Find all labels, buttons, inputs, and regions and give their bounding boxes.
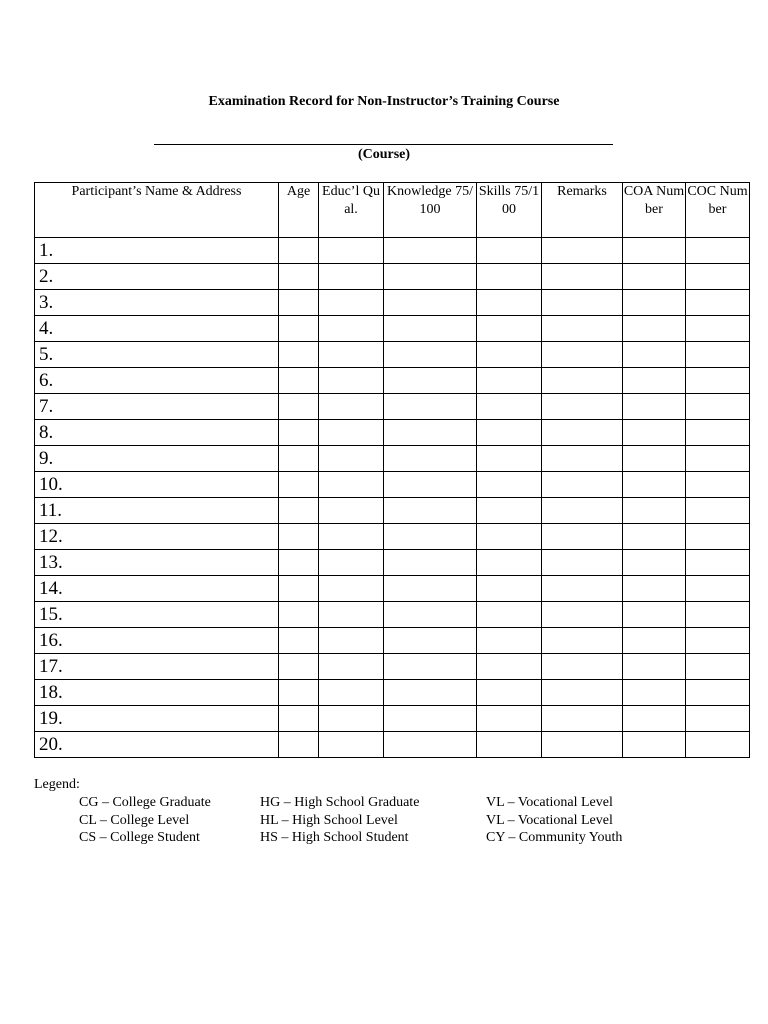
- table-cell[interactable]: [686, 316, 750, 342]
- table-cell[interactable]: [279, 680, 319, 706]
- table-cell[interactable]: [542, 238, 623, 264]
- table-cell[interactable]: [623, 264, 686, 290]
- table-cell[interactable]: [279, 342, 319, 368]
- legend-column-highschool: [260, 794, 419, 847]
- header-coa-number: COA Number: [623, 183, 686, 238]
- table-cell[interactable]: [279, 394, 319, 420]
- table-cell[interactable]: [477, 290, 542, 316]
- row-number[interactable]: 20.: [35, 732, 279, 758]
- table-row: [35, 706, 750, 732]
- table-cell[interactable]: [384, 238, 477, 264]
- table-cell[interactable]: [319, 498, 384, 524]
- table-cell[interactable]: [384, 524, 477, 550]
- table-cell[interactable]: [477, 264, 542, 290]
- table-cell[interactable]: [279, 602, 319, 628]
- table-cell[interactable]: [542, 316, 623, 342]
- table-row: [35, 420, 750, 446]
- table-cell[interactable]: [477, 238, 542, 264]
- table-row: [35, 602, 750, 628]
- table-cell[interactable]: [542, 706, 623, 732]
- table-row: [35, 264, 750, 290]
- table-cell[interactable]: [319, 368, 384, 394]
- table-cell[interactable]: [384, 706, 477, 732]
- table-cell[interactable]: [477, 420, 542, 446]
- header-knowledge: Knowledge 75/100: [384, 183, 477, 238]
- header-participant-name: Participant’s Name & Address: [35, 183, 279, 238]
- row-number[interactable]: 16.: [35, 628, 279, 654]
- table-row: [35, 394, 750, 420]
- row-number[interactable]: 10.: [35, 472, 279, 498]
- table-cell[interactable]: [542, 264, 623, 290]
- row-number[interactable]: 12.: [35, 524, 279, 550]
- header-coc-number: COC Number: [686, 183, 750, 238]
- table-cell[interactable]: [319, 290, 384, 316]
- table-cell[interactable]: [384, 420, 477, 446]
- table-cell[interactable]: [623, 446, 686, 472]
- table-cell[interactable]: [279, 290, 319, 316]
- table-cell[interactable]: [623, 602, 686, 628]
- table-cell[interactable]: [279, 628, 319, 654]
- row-number[interactable]: 15.: [35, 602, 279, 628]
- table-cell[interactable]: [384, 732, 477, 758]
- row-number[interactable]: 18.: [35, 680, 279, 706]
- table-cell[interactable]: [319, 602, 384, 628]
- table-row: [35, 368, 750, 394]
- table-cell[interactable]: [623, 680, 686, 706]
- table-cell[interactable]: [686, 524, 750, 550]
- examination-table: [34, 182, 750, 758]
- table-cell[interactable]: [279, 264, 319, 290]
- table-cell[interactable]: [686, 576, 750, 602]
- table-cell[interactable]: [542, 394, 623, 420]
- table-cell[interactable]: [279, 446, 319, 472]
- table-cell[interactable]: [623, 576, 686, 602]
- table-cell[interactable]: [542, 576, 623, 602]
- legend-item: VL – Vocational Level: [486, 795, 613, 810]
- table-cell[interactable]: [279, 316, 319, 342]
- table-cell[interactable]: [623, 420, 686, 446]
- table-cell[interactable]: [542, 472, 623, 498]
- table-cell[interactable]: [623, 394, 686, 420]
- table-cell[interactable]: [384, 368, 477, 394]
- table-cell[interactable]: [384, 290, 477, 316]
- table-cell[interactable]: [477, 680, 542, 706]
- table-cell[interactable]: [477, 524, 542, 550]
- table-cell[interactable]: [477, 316, 542, 342]
- form-title: Examination Record for Non-Instructor’s Training Course: [208, 94, 560, 109]
- table-cell[interactable]: [686, 498, 750, 524]
- table-cell[interactable]: [319, 264, 384, 290]
- table-cell[interactable]: [319, 680, 384, 706]
- table-cell[interactable]: [319, 576, 384, 602]
- table-cell[interactable]: [319, 628, 384, 654]
- table-cell[interactable]: [319, 446, 384, 472]
- legend-item: HS – High School Student: [260, 830, 409, 845]
- table-cell[interactable]: [623, 524, 686, 550]
- table-row: [35, 472, 750, 498]
- table-cell[interactable]: [686, 550, 750, 576]
- table-cell[interactable]: [384, 316, 477, 342]
- table-cell[interactable]: [542, 446, 623, 472]
- table-row: [35, 524, 750, 550]
- table-cell[interactable]: [623, 550, 686, 576]
- table-row: [35, 654, 750, 680]
- table-cell[interactable]: [623, 238, 686, 264]
- table-cell[interactable]: [384, 342, 477, 368]
- row-number[interactable]: 7.: [35, 394, 279, 420]
- table-cell[interactable]: [279, 472, 319, 498]
- row-number[interactable]: 17.: [35, 654, 279, 680]
- table-cell[interactable]: [384, 602, 477, 628]
- table-cell[interactable]: [542, 602, 623, 628]
- row-number[interactable]: 11.: [35, 498, 279, 524]
- table-cell[interactable]: [686, 238, 750, 264]
- table-cell[interactable]: [686, 732, 750, 758]
- table-cell[interactable]: [623, 628, 686, 654]
- table-cell[interactable]: [686, 342, 750, 368]
- row-number[interactable]: 8.: [35, 420, 279, 446]
- table-cell[interactable]: [686, 394, 750, 420]
- table-cell[interactable]: [477, 732, 542, 758]
- table-cell[interactable]: [279, 654, 319, 680]
- table-row: [35, 576, 750, 602]
- table-cell[interactable]: [542, 550, 623, 576]
- table-cell[interactable]: [686, 264, 750, 290]
- table-cell[interactable]: [686, 368, 750, 394]
- table-row: [35, 732, 750, 758]
- table-cell[interactable]: [542, 420, 623, 446]
- table-cell[interactable]: [542, 628, 623, 654]
- legend-item: HL – High School Level: [260, 812, 398, 828]
- legend-item: CS – College Student: [79, 830, 200, 845]
- table-cell[interactable]: [623, 316, 686, 342]
- table-cell[interactable]: [319, 316, 384, 342]
- table-cell[interactable]: [686, 446, 750, 472]
- table-cell[interactable]: [477, 602, 542, 628]
- table-cell[interactable]: [623, 290, 686, 316]
- row-number[interactable]: 2.: [35, 264, 279, 290]
- table-row: [35, 238, 750, 264]
- legend-item: HG – High School Graduate: [260, 795, 420, 810]
- table-cell[interactable]: [477, 446, 542, 472]
- table-cell[interactable]: [686, 680, 750, 706]
- table-cell[interactable]: [384, 264, 477, 290]
- legend-item: CL – College Level: [79, 812, 190, 828]
- table-cell[interactable]: [279, 238, 319, 264]
- table-cell[interactable]: [542, 290, 623, 316]
- table-cell[interactable]: [686, 472, 750, 498]
- table-cell[interactable]: [384, 680, 477, 706]
- table-cell[interactable]: [542, 498, 623, 524]
- table-cell[interactable]: [623, 342, 686, 368]
- table-row: [35, 290, 750, 316]
- course-blank-line: [154, 144, 613, 145]
- header-skills: Skills 75/100: [477, 183, 542, 238]
- table-cell[interactable]: [319, 238, 384, 264]
- table-cell[interactable]: [623, 706, 686, 732]
- table-cell[interactable]: [384, 472, 477, 498]
- table-cell[interactable]: [542, 680, 623, 706]
- table-row: [35, 342, 750, 368]
- header-education: Educ’l Qual.: [319, 183, 384, 238]
- table-cell[interactable]: [542, 654, 623, 680]
- legend-item: VL – Vocational Level: [486, 812, 613, 828]
- table-cell[interactable]: [477, 394, 542, 420]
- table-cell[interactable]: [477, 706, 542, 732]
- table-cell[interactable]: [542, 524, 623, 550]
- table-row: [35, 498, 750, 524]
- table-cell[interactable]: [623, 654, 686, 680]
- table-cell[interactable]: [686, 706, 750, 732]
- table-cell[interactable]: [477, 654, 542, 680]
- table-cell[interactable]: [623, 472, 686, 498]
- table-cell[interactable]: [477, 628, 542, 654]
- table-cell[interactable]: [542, 342, 623, 368]
- row-number[interactable]: 4.: [35, 316, 279, 342]
- header-age: Age: [279, 183, 319, 238]
- table-cell[interactable]: [477, 498, 542, 524]
- table-cell[interactable]: [686, 602, 750, 628]
- table-cell[interactable]: [319, 394, 384, 420]
- row-number[interactable]: 1.: [35, 238, 279, 264]
- table-cell[interactable]: [542, 368, 623, 394]
- table-cell[interactable]: [319, 732, 384, 758]
- table-cell[interactable]: [279, 576, 319, 602]
- row-number[interactable]: 14.: [35, 576, 279, 602]
- table-cell[interactable]: [279, 498, 319, 524]
- table-cell[interactable]: [477, 368, 542, 394]
- table-cell[interactable]: [279, 706, 319, 732]
- table-cell[interactable]: [319, 420, 384, 446]
- table-cell[interactable]: [319, 524, 384, 550]
- legend-column-vocational: [486, 794, 622, 847]
- table-cell[interactable]: [384, 394, 477, 420]
- table-cell[interactable]: [384, 446, 477, 472]
- table-cell[interactable]: [686, 420, 750, 446]
- row-number[interactable]: 6.: [35, 368, 279, 394]
- table-cell[interactable]: [319, 342, 384, 368]
- row-number[interactable]: 3.: [35, 290, 279, 316]
- header-row: [35, 183, 750, 238]
- table-row: [35, 628, 750, 654]
- table-cell[interactable]: [477, 342, 542, 368]
- table-cell[interactable]: [279, 524, 319, 550]
- table-cell[interactable]: [384, 576, 477, 602]
- table-row: [35, 316, 750, 342]
- row-number[interactable]: 9.: [35, 446, 279, 472]
- header-remarks: Remarks: [542, 183, 623, 238]
- table-cell[interactable]: [319, 706, 384, 732]
- table-cell[interactable]: [279, 368, 319, 394]
- legend-item: CY – Community Youth: [486, 830, 623, 845]
- table-cell[interactable]: [279, 420, 319, 446]
- table-cell[interactable]: [319, 472, 384, 498]
- legend-column-college: [79, 794, 211, 847]
- table-cell[interactable]: [384, 654, 477, 680]
- table-cell[interactable]: [623, 732, 686, 758]
- table-cell[interactable]: [686, 628, 750, 654]
- table-row: [35, 550, 750, 576]
- table-cell[interactable]: [542, 732, 623, 758]
- table-cell[interactable]: [384, 628, 477, 654]
- table-cell[interactable]: [477, 550, 542, 576]
- table-cell[interactable]: [279, 550, 319, 576]
- row-number[interactable]: 19.: [35, 706, 279, 732]
- table-cell[interactable]: [384, 550, 477, 576]
- table-cell[interactable]: [279, 732, 319, 758]
- table-cell[interactable]: [686, 290, 750, 316]
- table-cell[interactable]: [477, 576, 542, 602]
- table-cell[interactable]: [319, 550, 384, 576]
- table-cell[interactable]: [319, 654, 384, 680]
- row-number[interactable]: 5.: [35, 342, 279, 368]
- table-cell[interactable]: [623, 368, 686, 394]
- legend-label: Legend:: [34, 777, 80, 792]
- table-cell[interactable]: [477, 472, 542, 498]
- course-label: (Course): [357, 147, 411, 162]
- table-row: [35, 446, 750, 472]
- row-number[interactable]: 13.: [35, 550, 279, 576]
- table-cell[interactable]: [623, 498, 686, 524]
- table-cell[interactable]: [384, 498, 477, 524]
- legend-item: CG – College Graduate: [79, 795, 211, 810]
- table-cell[interactable]: [686, 654, 750, 680]
- table-row: [35, 680, 750, 706]
